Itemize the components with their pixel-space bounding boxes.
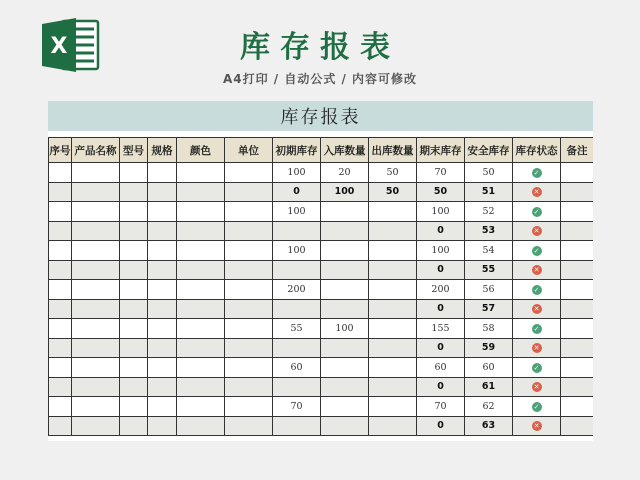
cell-in-qty[interactable]: 100 <box>321 319 369 339</box>
cell-spec[interactable] <box>148 338 177 358</box>
cell-remarks[interactable] <box>561 182 594 202</box>
check-circle-icon: ✓ <box>532 168 542 178</box>
cell-remarks[interactable] <box>561 241 594 261</box>
cell-color[interactable] <box>177 299 225 319</box>
cell-remarks[interactable] <box>561 397 594 417</box>
cell-spec[interactable] <box>148 202 177 222</box>
cell-model[interactable] <box>120 182 148 202</box>
cell-model[interactable] <box>120 280 148 300</box>
cell-initial-stock[interactable]: 100 <box>273 241 321 261</box>
col-index-header: 序号 <box>49 138 72 163</box>
cell-end-stock[interactable]: 70 <box>417 397 465 417</box>
cell-product-name[interactable] <box>72 260 120 280</box>
col-remarks-header: 备注 <box>561 138 594 163</box>
cell-color[interactable] <box>177 319 225 339</box>
cell-initial-stock[interactable]: 100 <box>273 163 321 183</box>
cell-initial-stock[interactable] <box>273 221 321 241</box>
cell-index[interactable] <box>49 319 72 339</box>
cell-index[interactable] <box>49 202 72 222</box>
cell-product-name[interactable] <box>72 299 120 319</box>
cell-status[interactable] <box>513 221 561 241</box>
cell-unit[interactable] <box>225 358 273 378</box>
cell-model[interactable] <box>120 260 148 280</box>
cell-initial-stock[interactable]: 70 <box>273 397 321 417</box>
cell-safe-stock[interactable]: 61 <box>465 377 513 397</box>
cell-product-name[interactable] <box>72 377 120 397</box>
page-subtitle: A4打印 / 自动公式 / 内容可修改 <box>222 72 418 86</box>
cell-remarks[interactable] <box>561 221 594 241</box>
cell-remarks[interactable] <box>561 163 594 183</box>
cell-product-name[interactable] <box>72 182 120 202</box>
cell-safe-stock[interactable]: 57 <box>465 299 513 319</box>
cell-status[interactable] <box>513 280 561 300</box>
cell-safe-stock[interactable]: 53 <box>465 221 513 241</box>
cell-index[interactable] <box>49 338 72 358</box>
cell-out-qty[interactable]: 50 <box>369 182 417 202</box>
cell-out-qty[interactable] <box>369 358 417 378</box>
cell-index[interactable] <box>49 358 72 378</box>
x-circle-icon: ✕ <box>532 343 542 353</box>
cell-remarks[interactable] <box>561 377 594 397</box>
cell-spec[interactable] <box>148 299 177 319</box>
cell-initial-stock[interactable]: 0 <box>273 182 321 202</box>
cell-spec[interactable] <box>148 319 177 339</box>
cell-in-qty[interactable]: 20 <box>321 163 369 183</box>
table-row <box>49 358 594 378</box>
cell-unit[interactable] <box>225 338 273 358</box>
cell-remarks[interactable] <box>561 338 594 358</box>
cell-unit[interactable] <box>225 241 273 261</box>
cell-safe-stock[interactable]: 55 <box>465 260 513 280</box>
cell-initial-stock[interactable]: 200 <box>273 280 321 300</box>
cell-out-qty[interactable] <box>369 260 417 280</box>
table-row <box>49 338 594 358</box>
cell-remarks[interactable] <box>561 202 594 222</box>
cell-unit[interactable] <box>225 260 273 280</box>
table-row <box>49 202 594 222</box>
cell-safe-stock[interactable]: 58 <box>465 319 513 339</box>
col-safe-stock-header: 安全库存 <box>465 138 513 163</box>
cell-product-name[interactable] <box>72 241 120 261</box>
cell-model[interactable] <box>120 299 148 319</box>
cell-end-stock[interactable]: 0 <box>417 416 465 436</box>
cell-color[interactable] <box>177 416 225 436</box>
cell-color[interactable] <box>177 182 225 202</box>
cell-spec[interactable] <box>148 260 177 280</box>
cell-color[interactable] <box>177 202 225 222</box>
cell-product-name[interactable] <box>72 163 120 183</box>
cell-unit[interactable] <box>225 163 273 183</box>
cell-status[interactable] <box>513 377 561 397</box>
cell-model[interactable] <box>120 338 148 358</box>
cell-end-stock[interactable]: 200 <box>417 280 465 300</box>
table-row <box>49 182 594 202</box>
cell-model[interactable] <box>120 202 148 222</box>
cell-product-name[interactable] <box>72 358 120 378</box>
col-stock-status-header: 库存状态 <box>513 138 561 163</box>
cell-initial-stock[interactable] <box>273 260 321 280</box>
cell-spec[interactable] <box>148 221 177 241</box>
cell-in-qty[interactable] <box>321 221 369 241</box>
cell-model[interactable] <box>120 241 148 261</box>
cell-end-stock[interactable]: 0 <box>417 299 465 319</box>
cell-unit[interactable] <box>225 280 273 300</box>
table-row <box>49 319 594 339</box>
cell-color[interactable] <box>177 338 225 358</box>
x-circle-icon: ✕ <box>532 226 542 236</box>
cell-out-qty[interactable] <box>369 202 417 222</box>
col-in-qty-header: 入库数量 <box>321 138 369 163</box>
col-end-stock-header: 期末库存 <box>417 138 465 163</box>
cell-in-qty[interactable] <box>321 202 369 222</box>
cell-index[interactable] <box>49 163 72 183</box>
col-model-header: 型号 <box>120 138 148 163</box>
cell-index[interactable] <box>49 280 72 300</box>
cell-model[interactable] <box>120 319 148 339</box>
cell-status[interactable] <box>513 163 561 183</box>
x-circle-icon: ✕ <box>532 304 542 314</box>
table-row <box>49 280 594 300</box>
table-row <box>49 416 594 436</box>
cell-index[interactable] <box>49 377 72 397</box>
col-out-qty-header: 出库数量 <box>369 138 417 163</box>
cell-in-qty[interactable] <box>321 338 369 358</box>
cell-end-stock[interactable]: 60 <box>417 358 465 378</box>
cell-out-qty[interactable] <box>369 241 417 261</box>
cell-unit[interactable] <box>225 377 273 397</box>
cell-status[interactable] <box>513 416 561 436</box>
cell-out-qty[interactable] <box>369 299 417 319</box>
cell-out-qty[interactable] <box>369 221 417 241</box>
table-row <box>49 260 594 280</box>
cell-end-stock[interactable]: 70 <box>417 163 465 183</box>
cell-remarks[interactable] <box>561 260 594 280</box>
cell-in-qty[interactable] <box>321 299 369 319</box>
sheet-title: 库存报表 <box>48 101 593 131</box>
cell-index[interactable] <box>49 416 72 436</box>
cell-status[interactable] <box>513 319 561 339</box>
cell-end-stock[interactable]: 100 <box>417 241 465 261</box>
table-row <box>49 397 594 417</box>
col-initial-stock-header: 初期库存 <box>273 138 321 163</box>
cell-spec[interactable] <box>148 416 177 436</box>
cell-remarks[interactable] <box>561 319 594 339</box>
cell-spec[interactable] <box>148 280 177 300</box>
cell-in-qty[interactable] <box>321 358 369 378</box>
cell-spec[interactable] <box>148 163 177 183</box>
cell-color[interactable] <box>177 377 225 397</box>
cell-end-stock[interactable]: 100 <box>417 202 465 222</box>
cell-product-name[interactable] <box>72 338 120 358</box>
cell-product-name[interactable] <box>72 319 120 339</box>
cell-product-name[interactable] <box>72 221 120 241</box>
cell-safe-stock[interactable]: 56 <box>465 280 513 300</box>
col-color-header: 颜色 <box>177 138 225 163</box>
cell-initial-stock[interactable]: 60 <box>273 358 321 378</box>
cell-index[interactable] <box>49 182 72 202</box>
cell-index[interactable] <box>49 299 72 319</box>
cell-status[interactable] <box>513 358 561 378</box>
cell-index[interactable] <box>49 221 72 241</box>
cell-end-stock[interactable]: 0 <box>417 260 465 280</box>
cell-in-qty[interactable] <box>321 377 369 397</box>
cell-initial-stock[interactable] <box>273 377 321 397</box>
cell-status[interactable] <box>513 202 561 222</box>
cell-unit[interactable] <box>225 397 273 417</box>
check-circle-icon: ✓ <box>532 246 542 256</box>
table-row <box>49 221 594 241</box>
x-circle-icon: ✕ <box>532 187 542 197</box>
cell-model[interactable] <box>120 416 148 436</box>
cell-initial-stock[interactable] <box>273 299 321 319</box>
cell-in-qty[interactable] <box>321 241 369 261</box>
cell-out-qty[interactable] <box>369 280 417 300</box>
cell-color[interactable] <box>177 221 225 241</box>
cell-in-qty[interactable] <box>321 416 369 436</box>
cell-out-qty[interactable] <box>369 416 417 436</box>
cell-end-stock[interactable]: 50 <box>417 182 465 202</box>
cell-end-stock[interactable]: 0 <box>417 338 465 358</box>
cell-initial-stock[interactable] <box>273 338 321 358</box>
cell-unit[interactable] <box>225 182 273 202</box>
cell-out-qty[interactable] <box>369 338 417 358</box>
cell-end-stock[interactable]: 0 <box>417 377 465 397</box>
cell-unit[interactable] <box>225 319 273 339</box>
cell-status[interactable] <box>513 182 561 202</box>
table-row <box>49 241 594 261</box>
cell-remarks[interactable] <box>561 280 594 300</box>
cell-initial-stock[interactable]: 55 <box>273 319 321 339</box>
cell-remarks[interactable] <box>561 299 594 319</box>
cell-safe-stock[interactable]: 63 <box>465 416 513 436</box>
table-row <box>49 163 594 183</box>
x-circle-icon: ✕ <box>532 265 542 275</box>
check-circle-icon: ✓ <box>532 402 542 412</box>
cell-model[interactable] <box>120 358 148 378</box>
col-spec-header: 规格 <box>148 138 177 163</box>
cell-status[interactable] <box>513 260 561 280</box>
check-circle-icon: ✓ <box>532 363 542 373</box>
cell-initial-stock[interactable]: 100 <box>273 202 321 222</box>
cell-unit[interactable] <box>225 202 273 222</box>
cell-spec[interactable] <box>148 241 177 261</box>
cell-unit[interactable] <box>225 299 273 319</box>
cell-unit[interactable] <box>225 416 273 436</box>
cell-model[interactable] <box>120 163 148 183</box>
cell-color[interactable] <box>177 163 225 183</box>
cell-safe-stock[interactable]: 50 <box>465 163 513 183</box>
cell-initial-stock[interactable] <box>273 416 321 436</box>
table-row <box>49 377 594 397</box>
cell-model[interactable] <box>120 397 148 417</box>
table-header-row <box>49 138 594 163</box>
cell-index[interactable] <box>49 241 72 261</box>
cell-color[interactable] <box>177 397 225 417</box>
cell-spec[interactable] <box>148 397 177 417</box>
cell-status[interactable] <box>513 241 561 261</box>
cell-safe-stock[interactable]: 59 <box>465 338 513 358</box>
cell-status[interactable] <box>513 338 561 358</box>
cell-safe-stock[interactable]: 51 <box>465 182 513 202</box>
col-product-name-header: 产品名称 <box>72 138 120 163</box>
cell-spec[interactable] <box>148 358 177 378</box>
inventory-table <box>48 137 593 436</box>
cell-safe-stock[interactable]: 54 <box>465 241 513 261</box>
col-unit-header: 单位 <box>225 138 273 163</box>
cell-in-qty[interactable] <box>321 260 369 280</box>
cell-spec[interactable] <box>148 182 177 202</box>
cell-out-qty[interactable] <box>369 319 417 339</box>
x-circle-icon: ✕ <box>532 382 542 392</box>
check-circle-icon: ✓ <box>532 324 542 334</box>
spreadsheet <box>48 101 593 441</box>
cell-end-stock[interactable]: 0 <box>417 221 465 241</box>
cell-in-qty[interactable]: 100 <box>321 182 369 202</box>
cell-safe-stock[interactable]: 62 <box>465 397 513 417</box>
cell-model[interactable] <box>120 221 148 241</box>
cell-product-name[interactable] <box>72 202 120 222</box>
page-title: 库存报表 <box>240 30 400 65</box>
cell-status[interactable] <box>513 299 561 319</box>
cell-color[interactable] <box>177 358 225 378</box>
cell-index[interactable] <box>49 397 72 417</box>
cell-color[interactable] <box>177 280 225 300</box>
cell-remarks[interactable] <box>561 416 594 436</box>
logo-letter: X <box>50 34 68 59</box>
cell-status[interactable] <box>513 397 561 417</box>
cell-model[interactable] <box>120 377 148 397</box>
cell-remarks[interactable] <box>561 358 594 378</box>
cell-color[interactable] <box>177 260 225 280</box>
cell-spec[interactable] <box>148 377 177 397</box>
cell-in-qty[interactable] <box>321 397 369 417</box>
cell-out-qty[interactable] <box>369 377 417 397</box>
cell-color[interactable] <box>177 241 225 261</box>
cell-product-name[interactable] <box>72 280 120 300</box>
cell-product-name[interactable] <box>72 397 120 417</box>
cell-in-qty[interactable] <box>321 280 369 300</box>
cell-index[interactable] <box>49 260 72 280</box>
cell-safe-stock[interactable]: 60 <box>465 358 513 378</box>
table-row <box>49 299 594 319</box>
check-circle-icon: ✓ <box>532 285 542 295</box>
cell-product-name[interactable] <box>72 416 120 436</box>
cell-end-stock[interactable]: 155 <box>417 319 465 339</box>
cell-unit[interactable] <box>225 221 273 241</box>
cell-out-qty[interactable] <box>369 397 417 417</box>
x-circle-icon: ✕ <box>532 421 542 431</box>
check-circle-icon: ✓ <box>532 207 542 217</box>
cell-safe-stock[interactable]: 52 <box>465 202 513 222</box>
cell-out-qty[interactable]: 50 <box>369 163 417 183</box>
